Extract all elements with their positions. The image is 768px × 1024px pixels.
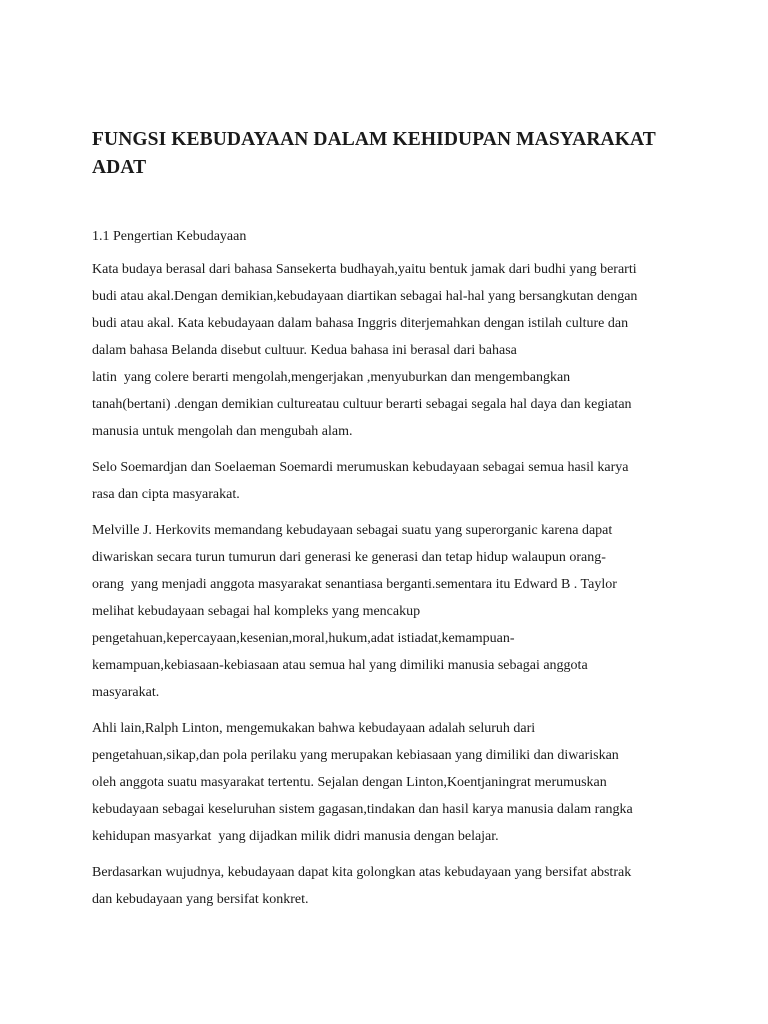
paragraph-3: [92, 517, 708, 706]
paragraph-line: budi atau akal. Kata kebudayaan dalam bahasa Inggris diterjemahkan dengan istilah culture dan: [92, 316, 629, 331]
document-title: FUNGSI KEBUDAYAAN DALAM KEHIDUPAN MASYARAKAT ADAT: [92, 129, 656, 178]
paragraph-2: [92, 454, 708, 508]
paragraph-line: manusia untuk mengolah dan mengubah alam.: [92, 424, 353, 439]
paragraph-line: dan kebudayaan yang bersifat konkret.: [92, 892, 309, 907]
paragraph-line: orang yang menjadi anggota masyarakat senantiasa berganti.sementara itu Edward B . Taylor: [92, 577, 617, 592]
paragraph-line: latin yang colere berarti mengolah,mengerjakan ,menyuburkan dan mengembangkan: [92, 370, 571, 385]
paragraph-line: Berdasarkan wujudnya, kebudayaan dapat kita golongkan atas kebudayaan yang bersifat abstrak: [92, 865, 632, 880]
paragraph-line: kebudayaan sebagai keseluruhan sistem gagasan,tindakan dan hasil karya manusia dalam rangka: [92, 802, 633, 817]
paragraph-line: Ahli lain,Ralph Linton, mengemukakan bahwa kebudayaan adalah seluruh dari: [92, 721, 536, 736]
paragraph-line: masyarakat.: [92, 685, 160, 700]
paragraph-line: Selo Soemardjan dan Soelaeman Soemardi merumuskan kebudayaan sebagai semua hasil karya: [92, 460, 629, 475]
paragraph-line: melihat kebudayaan sebagai hal kompleks yang mencakup: [92, 604, 421, 619]
paragraph-4: [92, 715, 708, 850]
paragraph-line: oleh anggota suatu masyarakat tertentu. Sejalan dengan Linton,Koentjaningrat merumuskan: [92, 775, 607, 790]
paragraph-line: tanah(bertani) .dengan demikian cultureatau cultuur berarti sebagai segala hal daya dan kegiatan: [92, 397, 632, 412]
paragraph-line: pengetahuan,sikap,dan pola perilaku yang merupakan kebiasaan yang dimiliki dan diwariskan: [92, 748, 619, 763]
paragraph-line: budi atau akal.Dengan demikian,kebudayaan diartikan sebagai hal-hal yang bersangkutan dengan: [92, 289, 638, 304]
paragraph-line: rasa dan cipta masyarakat.: [92, 487, 240, 502]
paragraph-line: kemampuan,kebiasaan-kebiasaan atau semua hal yang dimiliki manusia sebagai anggota: [92, 658, 588, 673]
paragraph-1: [92, 256, 708, 445]
paragraph-line: Melville J. Herkovits memandang kebudayaan sebagai suatu yang superorganic karena dapat: [92, 523, 613, 538]
paragraph-line: kehidupan masyarkat yang dijadkan milik didri manusia dengan belajar.: [92, 829, 499, 844]
paragraph-line: Kata budaya berasal dari bahasa Sansekerta budhayah,yaitu bentuk jamak dari budhi yang berarti: [92, 262, 637, 277]
paragraph-line: dalam bahasa Belanda disebut cultuur. Kedua bahasa ini berasal dari bahasa: [92, 343, 517, 358]
paragraph-line: pengetahuan,kepercayaan,kesenian,moral,hukum,adat istiadat,kemampuan-: [92, 631, 515, 646]
paragraph-5: [92, 859, 708, 913]
section-heading: 1.1 Pengertian Kebudayaan: [92, 229, 247, 244]
paragraph-line: diwariskan secara turun tumurun dari generasi ke generasi dan tetap hidup walaupun orang-: [92, 550, 606, 565]
